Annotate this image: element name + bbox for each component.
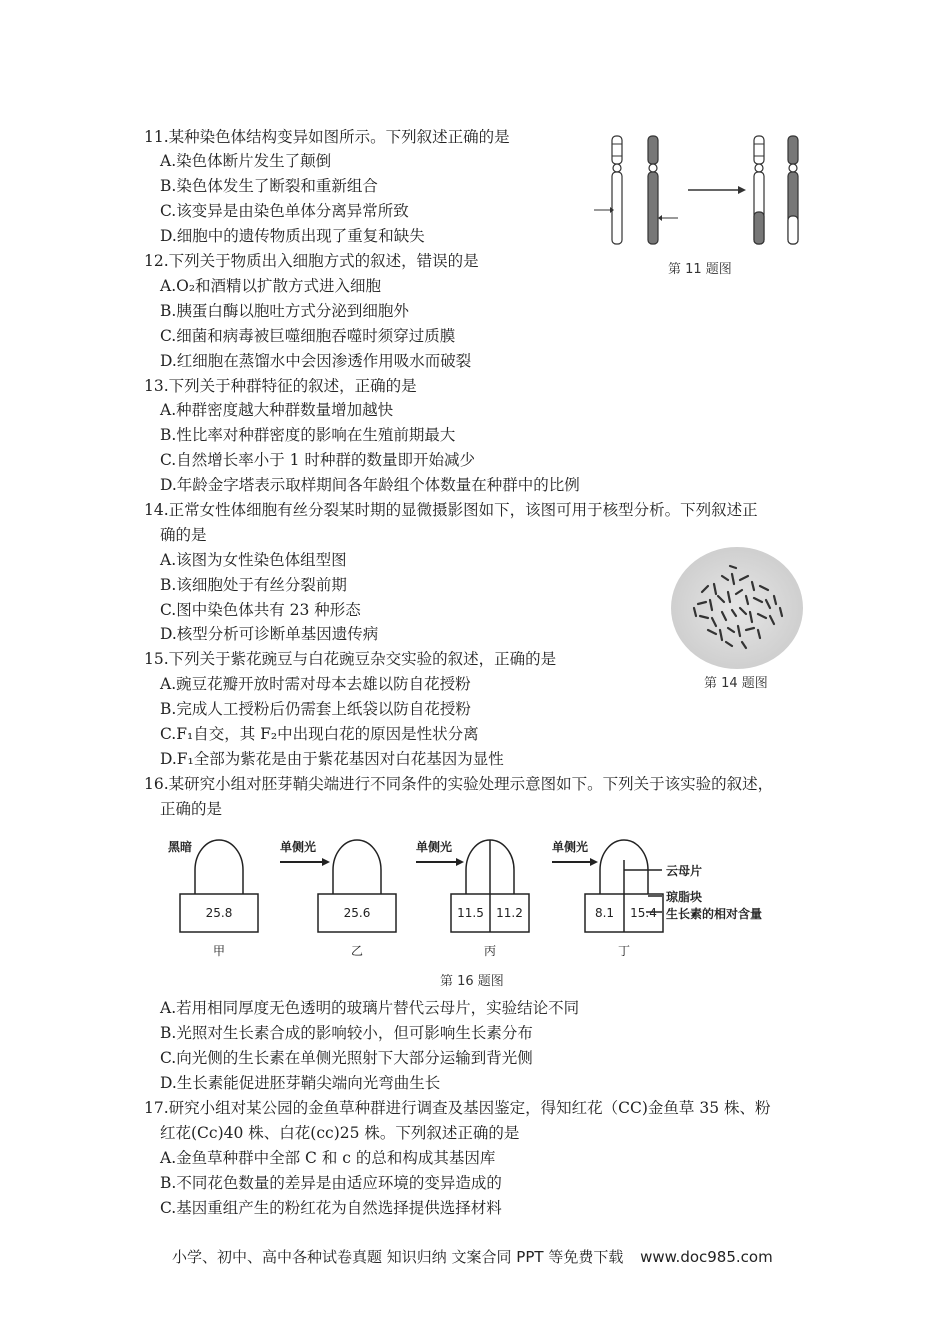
- legend-auxin-content: 生长素的相对含量: [666, 907, 763, 921]
- q17-stem-line1: 17.研究小组对某公园的金鱼草种群进行调查及基因鉴定，得知红花（CC)金鱼草 35 株、粉: [144, 1099, 771, 1117]
- q16-option-d: D.生长素能促进胚芽鞘尖端向光弯曲生长: [160, 1074, 441, 1092]
- condition-label-ding: 单侧光: [552, 840, 589, 854]
- condition-label-jia: 黑暗: [168, 840, 193, 854]
- q11-option-a: A.染色体断片发生了颠倒: [160, 152, 332, 170]
- q13-option-a: A.种群密度越大种群数量增加越快: [160, 401, 394, 419]
- auxin-value-bing-left: 11.5: [457, 906, 484, 920]
- chromosome-figure: [590, 132, 820, 252]
- footer-text: 小学、初中、高中各种试卷真题 知识归纳 文案合同 PPT 等免费下载: [172, 1248, 624, 1266]
- q12-stem: 12.下列关于物质出入细胞方式的叙述，错误的是: [144, 252, 479, 270]
- figure-label-bing: 丙: [483, 944, 496, 958]
- q14-stem-line1: 14.正常女性体细胞有丝分裂某时期的显微摄影图如下，该图可用于核型分析。下列叙述正: [144, 501, 758, 519]
- auxin-value-jia: 25.8: [205, 906, 233, 920]
- q13-stem: 13.下列关于种群特征的叙述，正确的是: [144, 377, 417, 395]
- q16-stem-line1: 16.某研究小组对胚芽鞘尖端进行不同条件的实验处理示意图如下。下列关于该实验的叙述，: [144, 775, 774, 793]
- q17-option-b: B.不同花色数量的差异是由适应环境的变异造成的: [160, 1174, 502, 1192]
- q14-option-d: D.核型分析可诊断单基因遗传病: [160, 625, 379, 643]
- condition-label-bing: 单侧光: [416, 840, 453, 854]
- q16-stem-line2: 正确的是: [160, 800, 223, 818]
- q11-option-d: D.细胞中的遗传物质出现了重复和缺失: [160, 227, 425, 245]
- q14-option-a: A.该图为女性染色体组型图: [160, 551, 347, 569]
- auxin-value-yi: 25.6: [343, 906, 371, 920]
- q13-option-c: C.自然增长率小于 1 时种群的数量即开始减少: [160, 451, 475, 469]
- chromosome-left-original: [612, 136, 622, 244]
- q17-stem-line2: 红花(Cc)40 株、白花(cc)25 株。下列叙述正确的是: [160, 1124, 520, 1142]
- auxin-value-ding-right: 15.4: [630, 906, 657, 920]
- auxin-value-bing-right: 11.2: [496, 906, 523, 920]
- q14-stem-line2: 确的是: [160, 526, 207, 544]
- q11-stem: 11.某种染色体结构变异如图所示。下列叙述正确的是: [144, 128, 510, 146]
- q15-option-b: B.完成人工授粉后仍需套上纸袋以防自花授粉: [160, 700, 471, 718]
- q12-option-a: A.O₂和酒精以扩散方式进入细胞: [160, 277, 382, 295]
- q16-option-c: C.向光侧的生长素在单侧光照射下大部分运输到背光侧: [160, 1049, 533, 1067]
- chromosome-right-result: [788, 136, 798, 244]
- q13-option-b: B.性比率对种群密度的影响在生殖前期最大: [160, 426, 456, 444]
- q15-stem: 15.下列关于紫花豌豆与白花豌豆杂交实验的叙述，正确的是: [144, 650, 557, 668]
- q17-option-c: C.基因重组产生的粉红花为自然选择提供选择材料: [160, 1199, 502, 1217]
- legend-agar-block: 琼脂块: [666, 890, 703, 904]
- q15-option-c: C.F₁自交，其 F₂中出现白花的原因是性状分离: [160, 725, 479, 743]
- q15-option-d: D.F₁全部为紫花是由于紫花基因对白花基因为显性: [160, 750, 504, 768]
- q16-figure-caption: 第 16 题图: [440, 974, 504, 989]
- q13-option-d: D.年龄金字塔表示取样期间各年龄组个体数量在种群中的比例: [160, 476, 580, 494]
- q11-option-c: C.该变异是由染色单体分离异常所致: [160, 202, 409, 220]
- q17-option-a: A.金鱼草种群中全部 C 和 c 的总和构成其基因库: [160, 1149, 496, 1167]
- auxin-value-ding-left: 8.1: [594, 906, 615, 920]
- q14-figure-caption: 第 14 题图: [704, 676, 768, 691]
- page-footer: [172, 1246, 773, 1267]
- coleoptile-figure: [150, 830, 850, 970]
- figure-label-yi: 乙: [350, 944, 363, 958]
- footer-url-link[interactable]: www.doc985.com: [640, 1248, 773, 1266]
- q16-option-b: B.光照对生长素合成的影响较小，但可影响生长素分布: [160, 1024, 533, 1042]
- karyotype-micrograph: [670, 546, 804, 670]
- condition-label-yi: 单侧光: [280, 840, 317, 854]
- q11-option-b: B.染色体发生了断裂和重新组合: [160, 177, 378, 195]
- q12-option-c: C.细菌和病毒被巨噬细胞吞噬时须穿过质膜: [160, 327, 456, 345]
- q16-option-a: A.若用相同厚度无色透明的玻璃片替代云母片，实验结论不同: [160, 999, 580, 1017]
- legend-mica: 云母片: [666, 864, 703, 878]
- q12-option-d: D.红细胞在蒸馏水中会因渗透作用吸水而破裂: [160, 352, 472, 370]
- q11-figure-caption: 第 11 题图: [668, 262, 732, 277]
- q12-option-b: B.胰蛋白酶以胞吐方式分泌到细胞外: [160, 302, 409, 320]
- figure-label-ding: 丁: [617, 944, 630, 958]
- q14-option-c: C.图中染色体共有 23 种形态: [160, 601, 361, 619]
- figure-label-jia: 甲: [212, 944, 225, 958]
- chromosome-right-original: [648, 136, 658, 244]
- chromosome-left-result: [754, 136, 764, 244]
- q14-option-b: B.该细胞处于有丝分裂前期: [160, 576, 347, 594]
- q15-option-a: A.豌豆花瓣开放时需对母本去雄以防自花授粉: [160, 675, 471, 693]
